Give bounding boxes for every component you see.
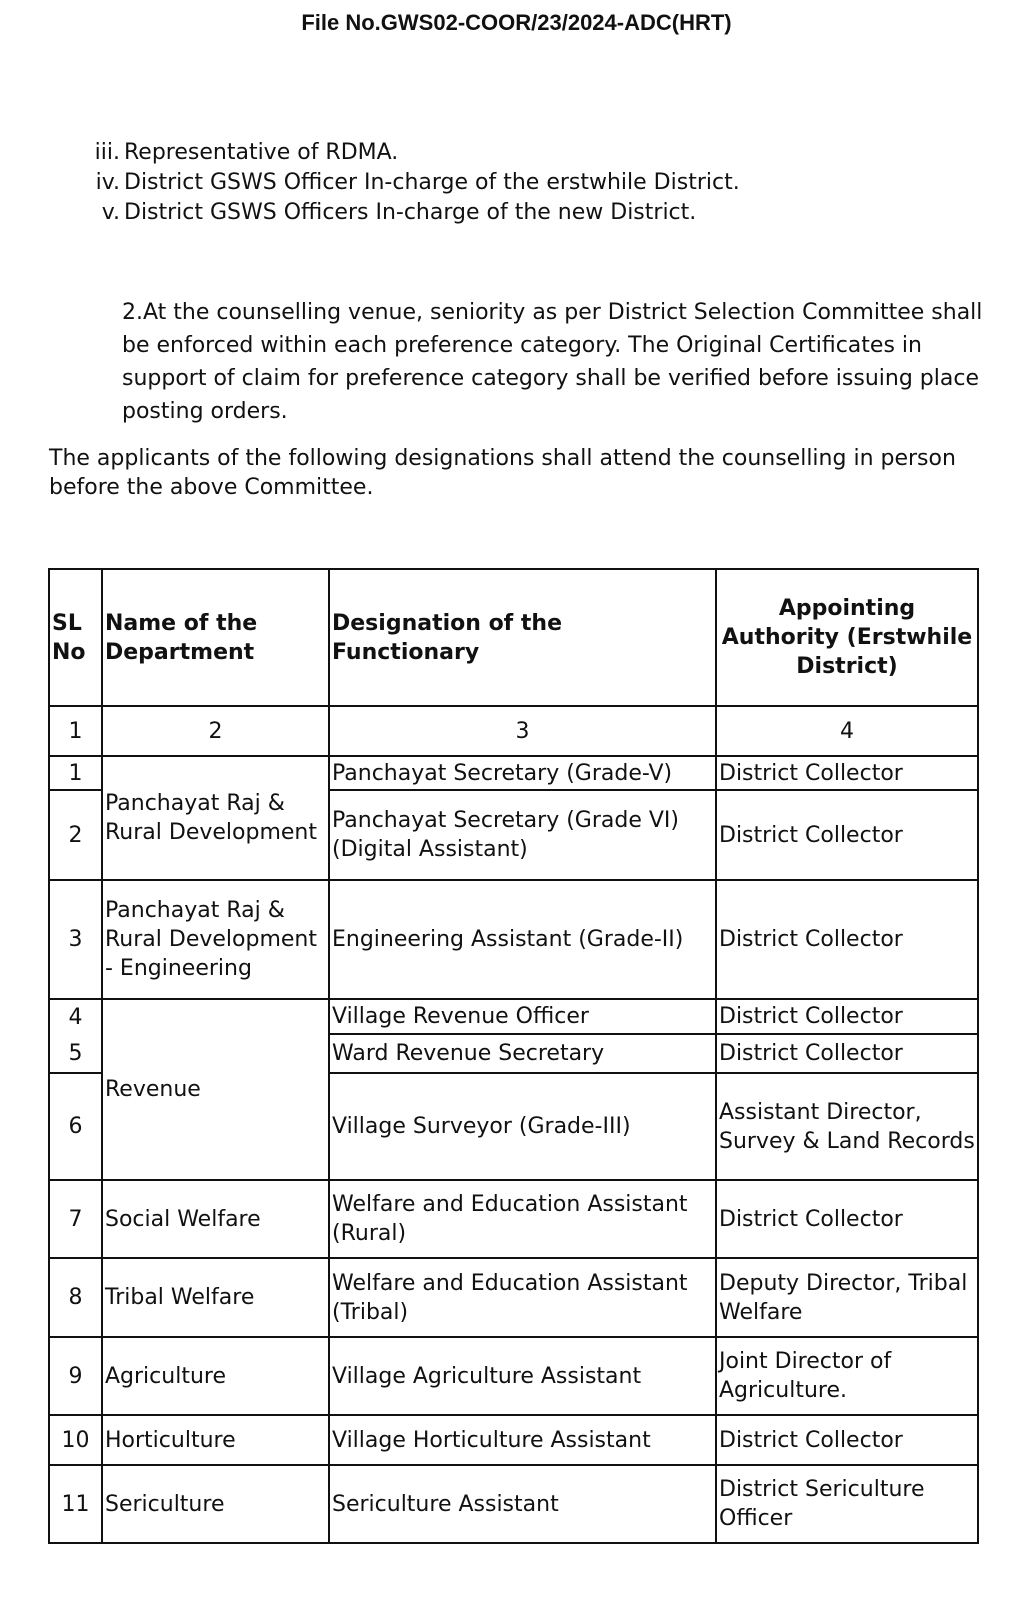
- header-department: Name of the Department: [102, 569, 329, 706]
- sl-number: 5: [68, 1041, 83, 1066]
- designation-cell: Panchayat Secretary (Grade-V): [329, 756, 716, 790]
- department-cell: Revenue: [102, 999, 329, 1180]
- list-item-number: v.: [101, 200, 120, 225]
- department-cell: Agriculture: [102, 1337, 329, 1415]
- authority-cell: District Collector: [716, 880, 978, 999]
- designation-cell: Welfare and Education Assistant (Tribal): [329, 1258, 716, 1337]
- designation-cell: Welfare and Education Assistant (Rural): [329, 1180, 716, 1258]
- header-designation: Designation of the Functionary: [329, 569, 716, 706]
- designation-cell: Panchayat Secretary (Grade VI) (Digital Assistant): [329, 790, 716, 880]
- table-row: [49, 1337, 978, 1415]
- list-item-text: District GSWS Officers In-charge of the new District.: [124, 200, 697, 225]
- authority-cell: Deputy Director, Tribal Welfare: [716, 1258, 978, 1337]
- department-cell: Panchayat Raj & Rural Development - Engineering: [102, 880, 329, 999]
- authority-cell: District Collector: [716, 999, 978, 1034]
- authority-cell: District Collector: [716, 756, 978, 790]
- designation-cell: Village Surveyor (Grade-III): [329, 1073, 716, 1180]
- authority-cell: Joint Director of Agriculture.: [716, 1337, 978, 1415]
- column-number: 1: [49, 706, 102, 756]
- list-item-number: iv.: [95, 170, 120, 195]
- department-cell: Horticulture: [102, 1415, 329, 1465]
- table-row: [49, 1415, 978, 1465]
- authority-cell: District Collector: [716, 790, 978, 880]
- designation-cell: Village Revenue Officer: [329, 999, 716, 1034]
- sl-number: 6: [49, 1073, 102, 1180]
- table-row: [49, 1180, 978, 1258]
- designations-table: [48, 568, 979, 1544]
- department-cell: Social Welfare: [102, 1180, 329, 1258]
- authority-cell: Assistant Director, Survey & Land Records: [716, 1073, 978, 1180]
- table-row: [49, 1465, 978, 1543]
- column-number: 3: [329, 706, 716, 756]
- department-cell: Sericulture: [102, 1465, 329, 1543]
- sl-number: 10: [49, 1415, 102, 1465]
- list-item-text: Representative of RDMA.: [124, 140, 399, 165]
- authority-cell: District Collector: [716, 1034, 978, 1073]
- sl-number: 1: [49, 756, 102, 790]
- header-appointing-authority: Appointing Authority (Erstwhile District): [716, 569, 978, 706]
- sl-number: 7: [49, 1180, 102, 1258]
- column-number: 2: [102, 706, 329, 756]
- designation-cell: Ward Revenue Secretary: [329, 1034, 716, 1073]
- sl-number: 3: [49, 880, 102, 999]
- designation-cell: Village Agriculture Assistant: [329, 1337, 716, 1415]
- header-sl-no: SL No: [49, 569, 102, 706]
- counselling-seniority-paragraph: 2.At the counselling venue, seniority as per District Selection Committee shall be enforced within each preference category. The Original Certificates in support of claim for preference category shall be verified before issuing place posting orders.: [122, 300, 983, 424]
- department-cell: Panchayat Raj & Rural Development: [102, 756, 329, 880]
- list-item: [90, 138, 740, 168]
- authority-cell: District Sericulture Officer: [716, 1465, 978, 1543]
- column-number: 4: [716, 706, 978, 756]
- table-row: [49, 999, 978, 1034]
- sl-number: 8: [49, 1258, 102, 1337]
- designation-cell: Village Horticulture Assistant: [329, 1415, 716, 1465]
- authority-cell: District Collector: [716, 1415, 978, 1465]
- designation-cell: Sericulture Assistant: [329, 1465, 716, 1543]
- table-header-row: [49, 569, 978, 706]
- department-cell: Tribal Welfare: [102, 1258, 329, 1337]
- table-row: [49, 1258, 978, 1337]
- list-item: [90, 168, 740, 198]
- column-number-row: [49, 706, 978, 756]
- file-number-header: File No.GWS02-COOR/23/2024-ADC(HRT): [301, 10, 732, 35]
- committee-member-list: [90, 138, 740, 228]
- applicants-attendance-paragraph: The applicants of the following designations shall attend the counselling in person before the above Committee.: [49, 446, 956, 500]
- sl-number: 4: [68, 1005, 83, 1030]
- table-row: [49, 880, 978, 999]
- list-item-number: iii.: [94, 140, 120, 165]
- sl-number: 11: [49, 1465, 102, 1543]
- authority-cell: District Collector: [716, 1180, 978, 1258]
- sl-number: 9: [49, 1337, 102, 1415]
- sl-number: 2: [49, 790, 102, 880]
- designation-cell: Engineering Assistant (Grade-II): [329, 880, 716, 999]
- sl-number-pair: [49, 999, 102, 1073]
- table-row: [49, 756, 978, 790]
- list-item: [90, 198, 740, 228]
- list-item-text: District GSWS Officer In-charge of the erstwhile District.: [124, 170, 740, 195]
